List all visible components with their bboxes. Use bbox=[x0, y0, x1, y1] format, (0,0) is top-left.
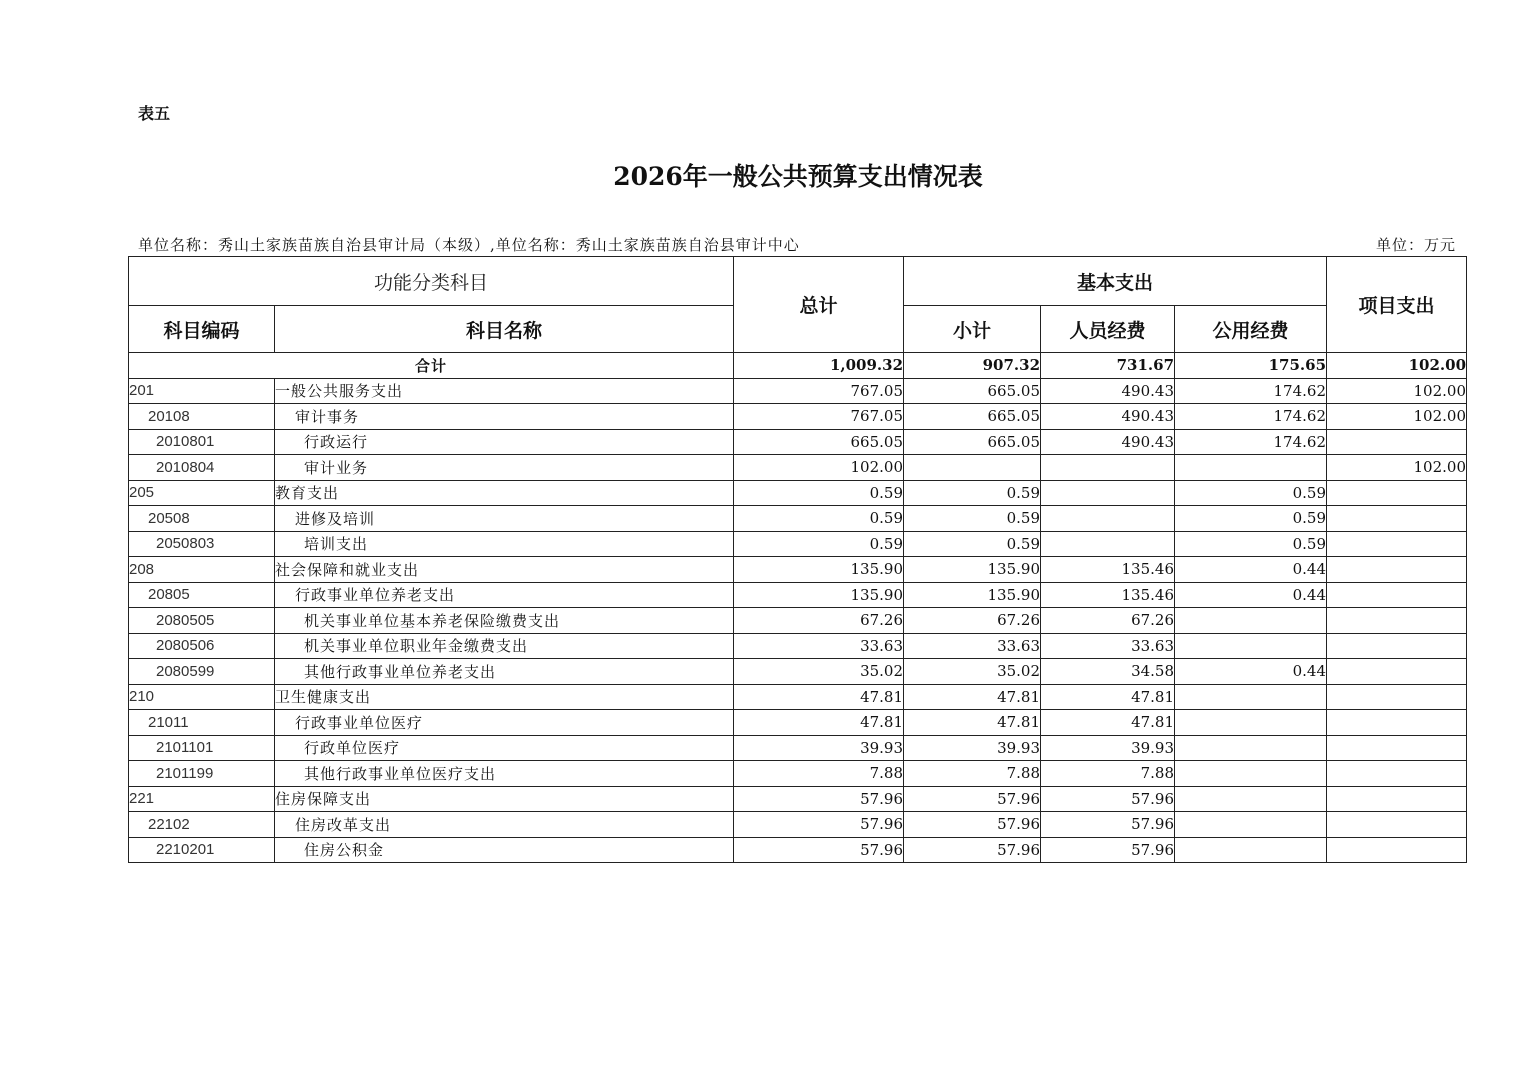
project-cell: 102.00 bbox=[1327, 404, 1467, 430]
header-personnel: 人员经费 bbox=[1041, 306, 1175, 353]
project-cell bbox=[1327, 608, 1467, 634]
personnel-cell: 490.43 bbox=[1041, 429, 1175, 455]
project-cell bbox=[1327, 582, 1467, 608]
subject-name-cell: 行政事业单位养老支出 bbox=[275, 582, 734, 608]
subject-code-cell: 205 bbox=[129, 480, 275, 506]
total-cell: 135.90 bbox=[734, 582, 904, 608]
subject-name-cell: 行政运行 bbox=[275, 429, 734, 455]
subtotal-cell: 665.05 bbox=[904, 429, 1041, 455]
header-project-expenditure: 项目支出 bbox=[1327, 257, 1467, 353]
subtotal-cell: 35.02 bbox=[904, 659, 1041, 685]
subject-name-cell: 其他行政事业单位养老支出 bbox=[275, 659, 734, 685]
personnel-cell: 67.26 bbox=[1041, 608, 1175, 634]
subject-code-cell: 20805 bbox=[129, 582, 275, 608]
subject-code-cell: 2010804 bbox=[129, 455, 275, 481]
total-cell-total: 1,009.32 bbox=[734, 353, 904, 379]
total-cell-personnel: 731.67 bbox=[1041, 353, 1175, 379]
subject-name-cell: 教育支出 bbox=[275, 480, 734, 506]
table-row bbox=[129, 633, 1467, 659]
subject-name-cell: 审计业务 bbox=[275, 455, 734, 481]
personnel-cell: 34.58 bbox=[1041, 659, 1175, 685]
header-basic-expenditure: 基本支出 bbox=[904, 257, 1327, 306]
personnel-cell: 57.96 bbox=[1041, 837, 1175, 863]
total-cell: 57.96 bbox=[734, 812, 904, 838]
table-row bbox=[129, 429, 1467, 455]
total-cell: 57.96 bbox=[734, 786, 904, 812]
project-cell bbox=[1327, 531, 1467, 557]
project-cell: 102.00 bbox=[1327, 455, 1467, 481]
subject-code-cell: 2080506 bbox=[129, 633, 275, 659]
public-cell: 174.62 bbox=[1175, 378, 1327, 404]
subject-code-cell: 2080599 bbox=[129, 659, 275, 685]
header-public: 公用经费 bbox=[1175, 306, 1327, 353]
total-cell: 102.00 bbox=[734, 455, 904, 481]
subject-code-cell: 22102 bbox=[129, 812, 275, 838]
total-cell: 135.90 bbox=[734, 557, 904, 583]
total-cell: 47.81 bbox=[734, 684, 904, 710]
table-label: 表五 bbox=[138, 104, 171, 123]
subtotal-cell: 7.88 bbox=[904, 761, 1041, 787]
public-cell: 174.62 bbox=[1175, 404, 1327, 430]
subtotal-cell: 39.93 bbox=[904, 735, 1041, 761]
public-cell bbox=[1175, 837, 1327, 863]
total-cell-public: 175.65 bbox=[1175, 353, 1327, 379]
project-cell bbox=[1327, 735, 1467, 761]
table-row bbox=[129, 531, 1467, 557]
table-row bbox=[129, 608, 1467, 634]
table-row bbox=[129, 557, 1467, 583]
subtotal-cell: 665.05 bbox=[904, 378, 1041, 404]
public-cell bbox=[1175, 786, 1327, 812]
project-cell bbox=[1327, 761, 1467, 787]
personnel-cell bbox=[1041, 506, 1175, 532]
subject-name-cell: 行政事业单位医疗 bbox=[275, 710, 734, 736]
project-cell bbox=[1327, 812, 1467, 838]
total-cell: 7.88 bbox=[734, 761, 904, 787]
public-cell bbox=[1175, 633, 1327, 659]
table-row bbox=[129, 761, 1467, 787]
subtotal-cell: 47.81 bbox=[904, 710, 1041, 736]
personnel-cell: 490.43 bbox=[1041, 404, 1175, 430]
subject-name-cell: 机关事业单位职业年金缴费支出 bbox=[275, 633, 734, 659]
subject-code-cell: 2101101 bbox=[129, 735, 275, 761]
personnel-cell bbox=[1041, 480, 1175, 506]
subtotal-cell: 67.26 bbox=[904, 608, 1041, 634]
subject-name-cell: 住房改革支出 bbox=[275, 812, 734, 838]
personnel-cell: 7.88 bbox=[1041, 761, 1175, 787]
subtotal-cell: 0.59 bbox=[904, 480, 1041, 506]
table-row bbox=[129, 812, 1467, 838]
project-cell bbox=[1327, 506, 1467, 532]
document-title: 2026年一般公共预算支出情况表 bbox=[613, 162, 983, 191]
subject-name-cell: 机关事业单位基本养老保险缴费支出 bbox=[275, 608, 734, 634]
project-cell bbox=[1327, 480, 1467, 506]
table-row bbox=[129, 837, 1467, 863]
project-cell bbox=[1327, 659, 1467, 685]
total-cell: 33.63 bbox=[734, 633, 904, 659]
public-cell: 0.59 bbox=[1175, 480, 1327, 506]
total-cell: 47.81 bbox=[734, 710, 904, 736]
personnel-cell: 57.96 bbox=[1041, 812, 1175, 838]
personnel-cell: 135.46 bbox=[1041, 582, 1175, 608]
table-row bbox=[129, 710, 1467, 736]
public-cell: 0.59 bbox=[1175, 506, 1327, 532]
table-row bbox=[129, 684, 1467, 710]
subtotal-cell: 135.90 bbox=[904, 582, 1041, 608]
public-cell bbox=[1175, 710, 1327, 736]
project-cell bbox=[1327, 633, 1467, 659]
subject-code-cell: 221 bbox=[129, 786, 275, 812]
public-cell bbox=[1175, 684, 1327, 710]
subtotal-cell bbox=[904, 455, 1041, 481]
subtotal-cell: 0.59 bbox=[904, 531, 1041, 557]
personnel-cell: 47.81 bbox=[1041, 710, 1175, 736]
subject-code-cell: 2080505 bbox=[129, 608, 275, 634]
subject-name-cell: 卫生健康支出 bbox=[275, 684, 734, 710]
subject-code-cell: 201 bbox=[129, 378, 275, 404]
subject-code-cell: 2101199 bbox=[129, 761, 275, 787]
table-row bbox=[129, 786, 1467, 812]
total-cell: 57.96 bbox=[734, 837, 904, 863]
table-row bbox=[129, 378, 1467, 404]
personnel-cell: 57.96 bbox=[1041, 786, 1175, 812]
total-cell: 0.59 bbox=[734, 480, 904, 506]
unit-names: 单位名称：秀山土家族苗族自治县审计局（本级）,单位名称：秀山土家族苗族自治县审计中心 bbox=[138, 236, 800, 254]
total-cell: 0.59 bbox=[734, 506, 904, 532]
personnel-cell: 33.63 bbox=[1041, 633, 1175, 659]
total-cell: 665.05 bbox=[734, 429, 904, 455]
public-cell: 174.62 bbox=[1175, 429, 1327, 455]
table-row bbox=[129, 735, 1467, 761]
subject-name-cell: 行政单位医疗 bbox=[275, 735, 734, 761]
subject-name-cell: 社会保障和就业支出 bbox=[275, 557, 734, 583]
subtotal-cell: 57.96 bbox=[904, 812, 1041, 838]
header-functional-classification: 功能分类科目 bbox=[129, 257, 734, 306]
subject-name-cell: 住房公积金 bbox=[275, 837, 734, 863]
public-cell bbox=[1175, 761, 1327, 787]
header-total: 总计 bbox=[734, 257, 904, 353]
subtotal-cell: 0.59 bbox=[904, 506, 1041, 532]
public-cell: 0.59 bbox=[1175, 531, 1327, 557]
total-cell: 39.93 bbox=[734, 735, 904, 761]
subject-code-cell: 210 bbox=[129, 684, 275, 710]
subtotal-cell: 57.96 bbox=[904, 786, 1041, 812]
public-cell: 0.44 bbox=[1175, 557, 1327, 583]
subject-code-cell: 208 bbox=[129, 557, 275, 583]
subject-code-cell: 2010801 bbox=[129, 429, 275, 455]
total-cell-project: 102.00 bbox=[1327, 353, 1467, 379]
subject-name-cell: 其他行政事业单位医疗支出 bbox=[275, 761, 734, 787]
public-cell bbox=[1175, 735, 1327, 761]
subtotal-cell: 33.63 bbox=[904, 633, 1041, 659]
project-cell: 102.00 bbox=[1327, 378, 1467, 404]
personnel-cell: 490.43 bbox=[1041, 378, 1175, 404]
public-cell bbox=[1175, 608, 1327, 634]
public-cell bbox=[1175, 455, 1327, 481]
table-row bbox=[129, 404, 1467, 430]
public-cell: 0.44 bbox=[1175, 659, 1327, 685]
total-cell: 767.05 bbox=[734, 378, 904, 404]
total-cell-subtotal: 907.32 bbox=[904, 353, 1041, 379]
subject-name-cell: 住房保障支出 bbox=[275, 786, 734, 812]
subject-name-cell: 审计事务 bbox=[275, 404, 734, 430]
table-row bbox=[129, 659, 1467, 685]
total-cell: 67.26 bbox=[734, 608, 904, 634]
header-subject-code: 科目编码 bbox=[129, 306, 275, 353]
total-cell: 35.02 bbox=[734, 659, 904, 685]
project-cell bbox=[1327, 684, 1467, 710]
subject-code-cell: 2210201 bbox=[129, 837, 275, 863]
subject-name-cell: 培训支出 bbox=[275, 531, 734, 557]
total-label: 合计 bbox=[129, 353, 734, 379]
unit-of-measure: 单位：万元 bbox=[1375, 236, 1456, 254]
subtotal-cell: 57.96 bbox=[904, 837, 1041, 863]
subtotal-cell: 47.81 bbox=[904, 684, 1041, 710]
budget-table bbox=[128, 256, 1467, 863]
subject-code-cell: 20108 bbox=[129, 404, 275, 430]
project-cell bbox=[1327, 557, 1467, 583]
header-subject-name: 科目名称 bbox=[275, 306, 734, 353]
subject-name-cell: 一般公共服务支出 bbox=[275, 378, 734, 404]
subtotal-cell: 135.90 bbox=[904, 557, 1041, 583]
personnel-cell: 47.81 bbox=[1041, 684, 1175, 710]
subject-code-cell: 21011 bbox=[129, 710, 275, 736]
subject-name-cell: 进修及培训 bbox=[275, 506, 734, 532]
table-row bbox=[129, 506, 1467, 532]
subtotal-cell: 665.05 bbox=[904, 404, 1041, 430]
project-cell bbox=[1327, 710, 1467, 736]
personnel-cell: 135.46 bbox=[1041, 557, 1175, 583]
total-row bbox=[129, 353, 1467, 379]
personnel-cell: 39.93 bbox=[1041, 735, 1175, 761]
project-cell bbox=[1327, 837, 1467, 863]
subject-code-cell: 20508 bbox=[129, 506, 275, 532]
public-cell: 0.44 bbox=[1175, 582, 1327, 608]
public-cell bbox=[1175, 812, 1327, 838]
table-row bbox=[129, 582, 1467, 608]
total-cell: 767.05 bbox=[734, 404, 904, 430]
personnel-cell bbox=[1041, 531, 1175, 557]
total-cell: 0.59 bbox=[734, 531, 904, 557]
project-cell bbox=[1327, 429, 1467, 455]
table-row bbox=[129, 480, 1467, 506]
personnel-cell bbox=[1041, 455, 1175, 481]
subject-code-cell: 2050803 bbox=[129, 531, 275, 557]
header-subtotal: 小计 bbox=[904, 306, 1041, 353]
table-row bbox=[129, 455, 1467, 481]
project-cell bbox=[1327, 786, 1467, 812]
